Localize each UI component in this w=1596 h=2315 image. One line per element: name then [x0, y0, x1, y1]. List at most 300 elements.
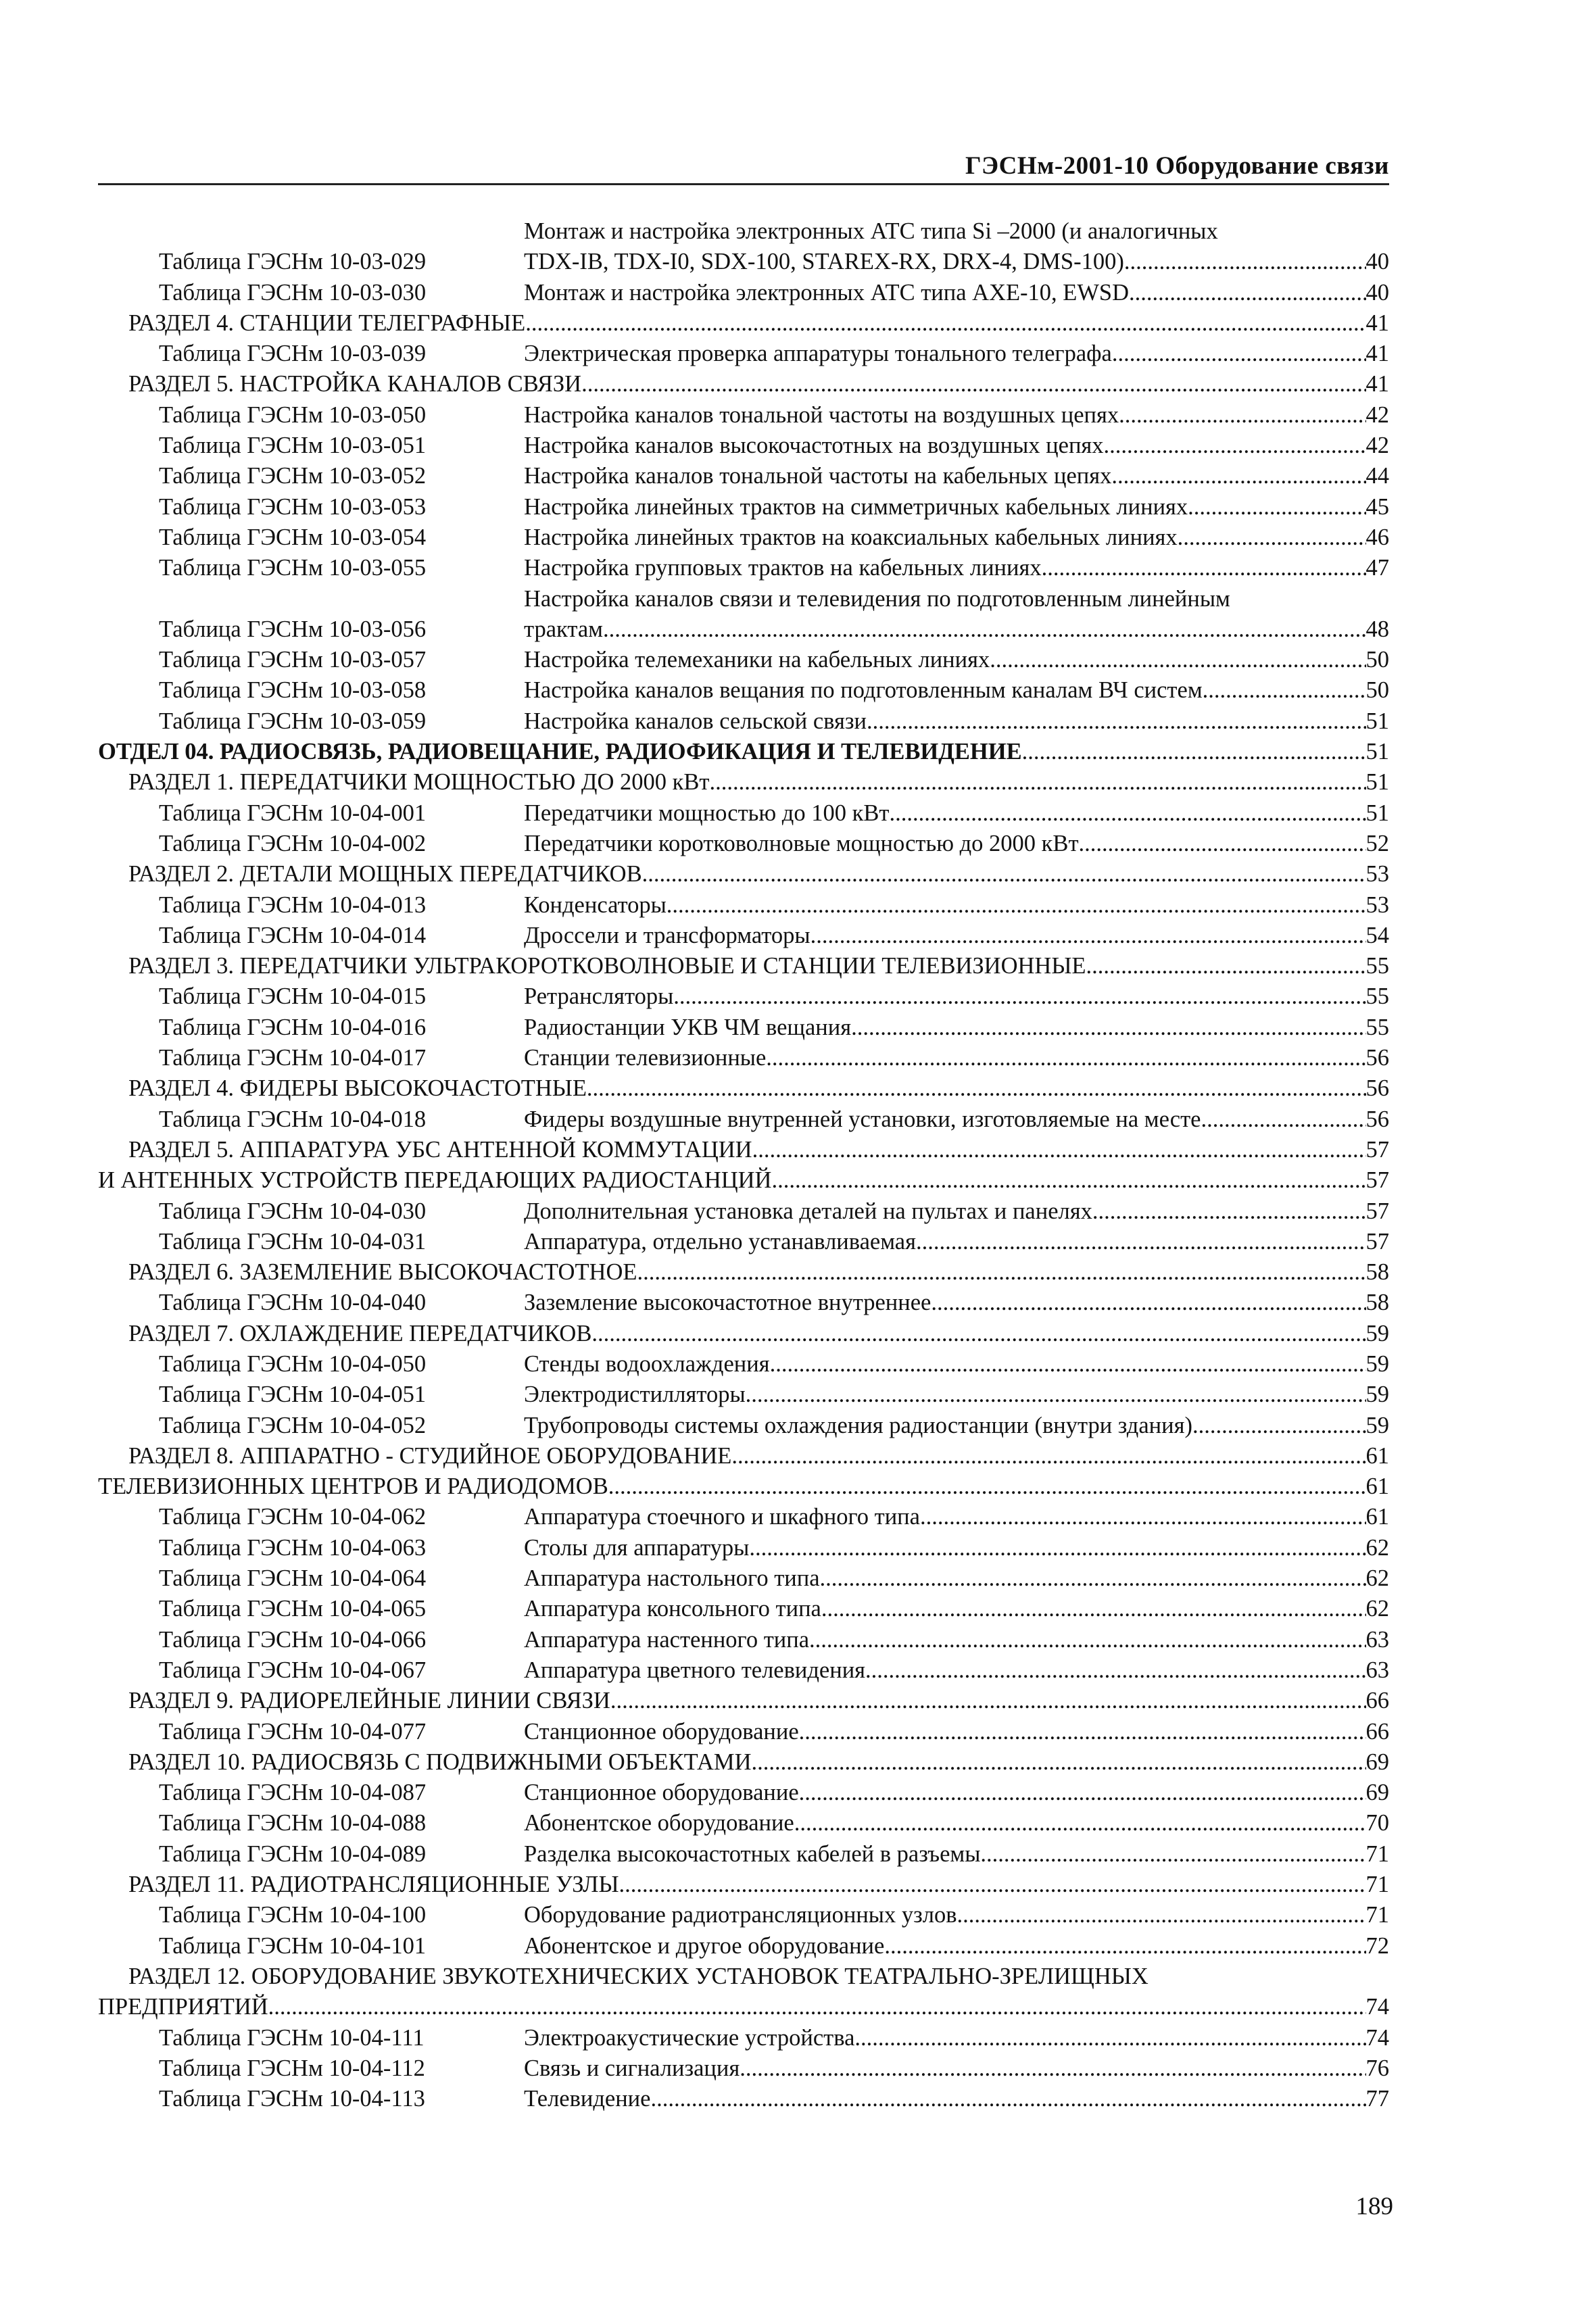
toc-section-entry [98, 1747, 1389, 1778]
dot-leader [1124, 247, 1366, 277]
page-ref: 66 [1365, 1688, 1389, 1714]
dot-leader [771, 1165, 1365, 1196]
table-description [524, 339, 1389, 369]
toc-section-entry [98, 1319, 1389, 1349]
table-description [524, 2053, 1389, 2084]
description-text: Настройка каналов тональной частоты на кабельных цепях [524, 463, 1112, 489]
table-description [524, 645, 1389, 675]
page-ref: 59 [1365, 1382, 1389, 1408]
toc-section-entry [98, 308, 1389, 339]
table-description [524, 1502, 1389, 1532]
table-code: Таблица ГЭСНм 10-03-058 [159, 677, 427, 704]
description-line-1: Монтаж и настройка электронных АТС типа Si –2000 (и аналогичных [524, 218, 1218, 244]
table-description [524, 1931, 1389, 1961]
page-ref: 55 [1365, 1014, 1389, 1040]
page-ref: 51 [1365, 800, 1389, 826]
page-ref: 57 [1365, 1136, 1389, 1163]
page-ref: 74 [1365, 2024, 1389, 2051]
dot-leader [740, 2053, 1365, 2084]
page-ref: 47 [1365, 555, 1389, 581]
toc-table-entry [98, 2023, 1389, 2053]
table-description [524, 1900, 1389, 1930]
table-description [524, 1227, 1389, 1257]
toc-table-entry [98, 553, 1389, 583]
dot-leader [980, 1839, 1365, 1870]
toc-table-entry [98, 1931, 1389, 1961]
toc-table-entry [98, 1839, 1389, 1870]
page-ref: 62 [1365, 1596, 1389, 1622]
page-ref: 56 [1365, 1106, 1389, 1132]
table-code: Таблица ГЭСНм 10-04-062 [159, 1504, 427, 1530]
toc-table-entry [98, 1502, 1389, 1532]
table-code: Таблица ГЭСНм 10-04-018 [159, 1106, 427, 1132]
page-ref: 66 [1365, 1718, 1389, 1745]
table-code: Таблица ГЭСНм 10-04-088 [159, 1810, 427, 1836]
table-description [524, 1839, 1389, 1870]
description-text: Настройка телемеханики на кабельных линиях [524, 647, 990, 673]
toc-table-entry [98, 492, 1389, 522]
toc-table-entry [98, 278, 1389, 308]
toc-table-entry [98, 1013, 1389, 1043]
table-description [524, 522, 1389, 553]
table-description [524, 400, 1389, 431]
toc-table-entry [98, 921, 1389, 951]
description-text: Монтаж и настройка электронных АТС типа AXE-10, EWSD [524, 279, 1130, 306]
page-ref: 51 [1365, 708, 1389, 734]
toc-table-entry [98, 431, 1389, 461]
page-ref: 57 [1365, 1167, 1389, 1194]
table-description [524, 981, 1389, 1012]
description-text: Стенды водоохлаждения [524, 1350, 770, 1377]
table-code: Таблица ГЭСНм 10-04-112 [159, 2055, 425, 2081]
page-ref: 70 [1365, 1810, 1389, 1836]
toc-table-entry [98, 1655, 1389, 1686]
table-code: Таблица ГЭСНм 10-04-065 [159, 1596, 427, 1622]
description-text: Станции телевизионные [524, 1045, 767, 1071]
dot-leader [920, 1502, 1366, 1532]
table-code: Таблица ГЭСНм 10-04-031 [159, 1228, 427, 1254]
table-description [524, 1380, 1389, 1410]
description-text: Аппаратура цветного телевидения [524, 1657, 866, 1683]
description-text: Настройка каналов сельской связи [524, 708, 867, 734]
table-code: Таблица ГЭСНм 10-03-055 [159, 555, 427, 581]
description-text: Передатчики мощностью до 100 кВт [524, 800, 890, 826]
toc-table-entry [98, 2084, 1389, 2114]
dot-leader [587, 1073, 1366, 1104]
dot-leader [1188, 492, 1365, 522]
section-title: РАЗДЕЛ 3. ПЕРЕДАТЧИКИ УЛЬТРАКОРОТКОВОЛНОВЫЕ И СТАНЦИИ ТЕЛЕВИЗИОННЫЕ [128, 953, 1086, 979]
dot-leader [650, 2084, 1365, 2114]
table-description [524, 921, 1389, 951]
table-description [524, 1104, 1389, 1135]
table-code: Таблица ГЭСНм 10-04-089 [159, 1841, 427, 1867]
table-description [524, 798, 1389, 829]
table-description [524, 1778, 1389, 1808]
dot-leader [889, 798, 1365, 829]
dot-leader [673, 981, 1365, 1012]
table-description [524, 2084, 1389, 2114]
description-text: Радиостанции УКВ ЧМ вещания [524, 1014, 852, 1040]
description-text: Абонентское и другое оборудование [524, 1932, 885, 1959]
dot-leader [820, 1563, 1366, 1594]
toc-table-entry [98, 461, 1389, 491]
page-ref: 42 [1365, 433, 1389, 459]
page-ref: 44 [1365, 463, 1389, 489]
table-description [524, 461, 1389, 491]
description-text: Аппаратура, отдельно устанавливаемая [524, 1228, 916, 1254]
dot-leader [821, 1594, 1366, 1624]
page-ref: 46 [1365, 524, 1389, 550]
table-code: Таблица ГЭСНм 10-04-001 [159, 800, 427, 826]
page-ref: 50 [1365, 677, 1389, 704]
section-title: РАЗДЕЛ 11. РАДИОТРАНСЛЯЦИОННЫЕ УЗЛЫ [128, 1872, 619, 1898]
page-ref: 56 [1365, 1045, 1389, 1071]
dot-leader [268, 1992, 1366, 2022]
dot-leader [1119, 400, 1365, 431]
section-title-line-1: РАЗДЕЛ 12. ОБОРУДОВАНИЕ ЗВУКОТЕХНИЧЕСКИХ УСТАНОВОК ТЕАТРАЛЬНО-ЗРЕЛИЩНЫХ [128, 1963, 1148, 1989]
table-description [524, 431, 1389, 461]
table-description [524, 1349, 1389, 1380]
description-text: Оборудование радиотрансляционных узлов [524, 1902, 957, 1928]
page-ref: 69 [1365, 1780, 1389, 1806]
description-line-1: Настройка каналов связи и телевидения по подготовленным линейным [524, 585, 1230, 612]
table-code: Таблица ГЭСНм 10-03-054 [159, 524, 427, 550]
table-description [524, 1013, 1389, 1043]
section-title: РАЗДЕЛ 2. ДЕТАЛИ МОЩНЫХ ПЕРЕДАТЧИКОВ [128, 861, 642, 887]
toc-section-entry [98, 1471, 1389, 1502]
description-text: Дополнительная установка деталей на пультах и панелях [524, 1198, 1092, 1224]
toc-table-entry [98, 981, 1389, 1012]
dot-leader [1111, 461, 1365, 491]
table-code: Таблица ГЭСНм 10-04-066 [159, 1626, 427, 1653]
table-description [524, 1717, 1389, 1747]
page-ref: 58 [1365, 1290, 1389, 1316]
dot-leader [731, 1441, 1365, 1471]
page-ref: 71 [1365, 1872, 1389, 1898]
table-code: Таблица ГЭСНм 10-04-030 [159, 1198, 427, 1224]
table-code: Таблица ГЭСНм 10-03-056 [159, 616, 427, 642]
section-title: РАЗДЕЛ 9. РАДИОРЕЛЕЙНЫЕ ЛИНИИ СВЯЗИ [128, 1688, 610, 1714]
description-text: Электродистилляторы [524, 1382, 746, 1408]
page-ref: 51 [1365, 769, 1389, 796]
dot-leader [752, 1135, 1366, 1165]
dot-leader [752, 1747, 1366, 1778]
description-text: Аппаратура стоечного и шкафного типа [524, 1504, 920, 1530]
dot-leader [667, 890, 1366, 921]
table-description [524, 553, 1389, 583]
toc-table-entry [98, 1349, 1389, 1380]
toc-section-entry [98, 1165, 1389, 1196]
page-ref: 62 [1365, 1534, 1389, 1561]
table-description [524, 1043, 1389, 1073]
table-code: Таблица ГЭСНм 10-04-002 [159, 830, 427, 856]
dot-leader [957, 1900, 1366, 1930]
description-text: Настройка каналов вещания по подготовленным каналам ВЧ систем [524, 677, 1203, 704]
dot-leader [610, 1686, 1366, 1716]
section-title: И АНТЕННЫХ УСТРОЙСТВ ПЕРЕДАЮЩИХ РАДИОСТАНЦИЙ [98, 1167, 772, 1194]
dot-leader [794, 1808, 1366, 1838]
dot-leader [770, 1349, 1366, 1380]
section-title: РАЗДЕЛ 5. НАСТРОЙКА КАНАЛОВ СВЯЗИ [128, 371, 582, 397]
page-ref: 55 [1365, 983, 1389, 1010]
dot-leader [1022, 737, 1366, 767]
page-ref: 62 [1365, 1565, 1389, 1592]
table-description [524, 706, 1389, 737]
description-text: Станционное оборудование [524, 1718, 799, 1745]
section-title: ТЕЛЕВИЗИОННЫХ ЦЕНТРОВ И РАДИОДОМОВ [98, 1473, 608, 1500]
toc-table-entry [98, 1104, 1389, 1135]
table-code: Таблица ГЭСНм 10-04-040 [159, 1290, 427, 1316]
page-ref: 53 [1365, 861, 1389, 887]
toc-table-entry [98, 400, 1389, 431]
toc-section-entry [98, 1257, 1389, 1288]
table-code: Таблица ГЭСНм 10-04-016 [159, 1014, 427, 1040]
toc-section-entry [98, 1135, 1389, 1165]
table-description [524, 1655, 1389, 1686]
dot-leader [710, 767, 1366, 798]
dot-leader [811, 921, 1366, 951]
table-description [524, 1625, 1389, 1655]
section-title: РАЗДЕЛ 7. ОХЛАЖДЕНИЕ ПЕРЕДАТЧИКОВ [128, 1320, 592, 1346]
table-description [524, 1196, 1389, 1227]
dot-leader [1104, 431, 1366, 461]
table-code: Таблица ГЭСНм 10-04-051 [159, 1382, 427, 1408]
page-ref: 57 [1365, 1198, 1389, 1224]
toc-table-entry [98, 1778, 1389, 1808]
dot-leader [854, 2023, 1365, 2053]
page-ref: 74 [1365, 1994, 1389, 2020]
toc-section-entry [98, 1870, 1389, 1900]
table-code: Таблица ГЭСНм 10-03-029 [159, 249, 427, 275]
section-title: РАЗДЕЛ 10. РАДИОСВЯЗЬ С ПОДВИЖНЫМИ ОБЪЕКТАМИ [128, 1749, 752, 1775]
dot-leader [1178, 522, 1366, 553]
section-title: РАЗДЕЛ 6. ЗАЗЕМЛЕНИЕ ВЫСОКОЧАСТОТНОЕ [128, 1259, 637, 1286]
table-code: Таблица ГЭСНм 10-04-111 [159, 2024, 425, 2051]
table-code: Таблица ГЭСНм 10-04-015 [159, 983, 427, 1010]
dot-leader [851, 1013, 1365, 1043]
dot-leader [865, 1655, 1365, 1686]
toc-table-entry [98, 706, 1389, 737]
dot-leader [1079, 829, 1366, 859]
page-ref: 63 [1365, 1626, 1389, 1653]
description-text: Настройка групповых трактов на кабельных линиях [524, 555, 1042, 581]
description-text: Заземление высокочастотное внутреннее [524, 1290, 932, 1316]
dot-leader [619, 1870, 1366, 1900]
table-code: Таблица ГЭСНм 10-04-017 [159, 1045, 427, 1071]
page-ref: 61 [1365, 1442, 1389, 1469]
dot-leader [608, 1471, 1366, 1502]
toc-table-entry [98, 1533, 1389, 1563]
dot-leader [642, 859, 1366, 890]
dot-leader [1129, 278, 1365, 308]
description-text: Настройка линейных трактов на симметричных кабельных линиях [524, 493, 1188, 520]
description-text: Столы для аппаратуры [524, 1534, 750, 1561]
page-ref: 51 [1365, 739, 1389, 765]
toc-section-entry [98, 1686, 1389, 1716]
page-ref: 77 [1365, 2086, 1389, 2112]
description-text: Фидеры воздушные внутренней установки, изготовляемые на месте [524, 1106, 1201, 1132]
table-code: Таблица ГЭСНм 10-04-063 [159, 1534, 427, 1561]
page-ref: 52 [1365, 830, 1389, 856]
page-ref: 41 [1365, 371, 1389, 397]
table-code: Таблица ГЭСНм 10-03-039 [159, 341, 427, 367]
description-text: Настройка каналов тональной частоты на воздушных цепях [524, 401, 1119, 428]
toc-table-entry [98, 1594, 1389, 1624]
toc-table-entry [98, 1900, 1389, 1930]
dot-leader [799, 1778, 1366, 1808]
table-of-contents [98, 216, 1389, 2114]
description-text: Передатчики коротковолновые мощностью до 2000 кВт [524, 830, 1079, 856]
table-description [524, 1594, 1389, 1624]
description-text: Настройка линейных трактов на коаксиальных кабельных линиях [524, 524, 1178, 550]
table-description [524, 890, 1389, 921]
dot-leader [746, 1380, 1366, 1410]
dot-leader [1042, 553, 1366, 583]
header-rule [98, 183, 1389, 185]
table-description [524, 1411, 1389, 1441]
description-line-2: трактам [524, 616, 604, 642]
table-code: Таблица ГЭСНм 10-03-050 [159, 401, 427, 428]
page-ref: 48 [1365, 616, 1389, 642]
description-text: Аппаратура настенного типа [524, 1626, 810, 1653]
section-title: РАЗДЕЛ 8. АППАРАТНО - СТУДИЙНОЕ ОБОРУДОВАНИЕ [128, 1442, 732, 1469]
page-number: 189 [1355, 2193, 1393, 2220]
toc-table-entry [98, 1380, 1389, 1410]
page-ref: 76 [1365, 2055, 1389, 2081]
table-description [524, 1808, 1389, 1838]
page-ref: 55 [1365, 953, 1389, 979]
table-code: Таблица ГЭСНм 10-04-013 [159, 892, 427, 918]
description-text: Дроссели и трансформаторы [524, 922, 811, 948]
page-ref: 45 [1365, 493, 1389, 520]
page-ref: 59 [1365, 1320, 1389, 1346]
description-line-2: TDX-IB, TDX-I0, SDX-100, STAREX-RX, DRX-4, DMS-100) [524, 249, 1124, 275]
dot-leader [1086, 951, 1366, 981]
toc-table-entry [98, 1227, 1389, 1257]
description-text: Трубопроводы системы охлаждения радиостанции (внутри здания) [524, 1412, 1192, 1438]
dot-leader [884, 1931, 1365, 1961]
dot-leader [990, 645, 1365, 675]
toc-section-entry [98, 767, 1389, 798]
dot-leader [581, 369, 1365, 399]
page-ref: 57 [1365, 1228, 1389, 1254]
toc-table-entry [98, 522, 1389, 553]
description-text: Связь и сигнализация [524, 2055, 740, 2081]
section-title-line-2: ПРЕДПРИЯТИЙ [98, 1994, 268, 2020]
toc-table-entry [98, 675, 1389, 706]
dot-leader [525, 308, 1365, 339]
toc-section-entry [98, 1961, 1389, 2023]
description-text: Аппаратура настольного типа [524, 1565, 820, 1592]
toc-table-entry [98, 216, 1389, 278]
table-code: Таблица ГЭСНм 10-04-050 [159, 1350, 427, 1377]
table-code: Таблица ГЭСНм 10-04-052 [159, 1412, 427, 1438]
page-ref: 40 [1365, 249, 1389, 275]
toc-section-entry [98, 369, 1389, 399]
toc-section-entry [98, 951, 1389, 981]
page-ref: 50 [1365, 647, 1389, 673]
toc-table-entry [98, 1625, 1389, 1655]
toc-table-entry [98, 1808, 1389, 1838]
description-text: Аппаратура консольного типа [524, 1596, 821, 1622]
toc-section-entry [98, 1073, 1389, 1104]
table-description [524, 1288, 1389, 1318]
page-ref: 53 [1365, 892, 1389, 918]
toc-table-entry [98, 1288, 1389, 1318]
table-code: Таблица ГЭСНм 10-03-057 [159, 647, 427, 673]
toc-table-entry [98, 584, 1389, 645]
toc-table-entry [98, 1043, 1389, 1073]
description-text: Электроакустические устройства [524, 2024, 855, 2051]
page-ref: 59 [1365, 1350, 1389, 1377]
section-title: РАЗДЕЛ 1. ПЕРЕДАТЧИКИ МОЩНОСТЬЮ ДО 2000 кВт [128, 769, 710, 796]
toc-table-entry [98, 1196, 1389, 1227]
table-description [524, 584, 1389, 645]
dot-leader [1201, 1104, 1365, 1135]
table-description [524, 675, 1389, 706]
table-code: Таблица ГЭСНм 10-03-053 [159, 493, 427, 520]
page-ref: 41 [1365, 341, 1389, 367]
table-code: Таблица ГЭСНм 10-04-014 [159, 922, 427, 948]
page-ref: 54 [1365, 922, 1389, 948]
toc-table-entry [98, 798, 1389, 829]
table-code: Таблица ГЭСНм 10-04-100 [159, 1902, 427, 1928]
page-ref: 58 [1365, 1259, 1389, 1286]
dot-leader [931, 1288, 1365, 1318]
description-text: Электрическая проверка аппаратуры тонального телеграфа [524, 341, 1112, 367]
toc-table-entry [98, 890, 1389, 921]
dot-leader [916, 1227, 1366, 1257]
description-text: Разделка высокочастотных кабелей в разъемы [524, 1841, 981, 1867]
toc-table-entry [98, 339, 1389, 369]
toc-division-entry [98, 737, 1389, 767]
toc-table-entry [98, 829, 1389, 859]
table-description [524, 1533, 1389, 1563]
dot-leader [1092, 1196, 1366, 1227]
toc-table-entry [98, 645, 1389, 675]
table-code: Таблица ГЭСНм 10-03-051 [159, 433, 427, 459]
toc-table-entry [98, 2053, 1389, 2084]
page-ref: 41 [1365, 310, 1389, 336]
table-code: Таблица ГЭСНм 10-03-052 [159, 463, 427, 489]
description-text: Станционное оборудование [524, 1780, 799, 1806]
dot-leader [799, 1717, 1366, 1747]
page-ref: 71 [1365, 1902, 1389, 1928]
page-ref: 56 [1365, 1075, 1389, 1102]
dot-leader [867, 706, 1366, 737]
description-text: Конденсаторы [524, 892, 667, 918]
toc-table-entry [98, 1717, 1389, 1747]
table-code: Таблица ГЭСНм 10-03-030 [159, 279, 427, 306]
table-code: Таблица ГЭСНм 10-04-067 [159, 1657, 427, 1683]
section-title: РАЗДЕЛ 4. ФИДЕРЫ ВЫСОКОЧАСТОТНЫЕ [128, 1075, 587, 1102]
toc-table-entry [98, 1411, 1389, 1441]
dot-leader [637, 1257, 1365, 1288]
dot-leader [603, 614, 1365, 645]
table-description [524, 2023, 1389, 2053]
dot-leader [591, 1319, 1365, 1349]
dot-leader [766, 1043, 1365, 1073]
description-text: Настройка каналов высокочастотных на воздушных цепях [524, 433, 1104, 459]
page-ref: 40 [1365, 279, 1389, 306]
toc-section-entry [98, 859, 1389, 890]
dot-leader [1112, 339, 1366, 369]
page-ref: 71 [1365, 1841, 1389, 1867]
page-ref: 61 [1365, 1473, 1389, 1500]
description-text: Абонентское оборудование [524, 1810, 794, 1836]
section-title: РАЗДЕЛ 5. АППАРАТУРА УБС АНТЕННОЙ КОММУТАЦИИ [128, 1136, 752, 1163]
table-code: Таблица ГЭСНм 10-04-101 [159, 1932, 427, 1959]
